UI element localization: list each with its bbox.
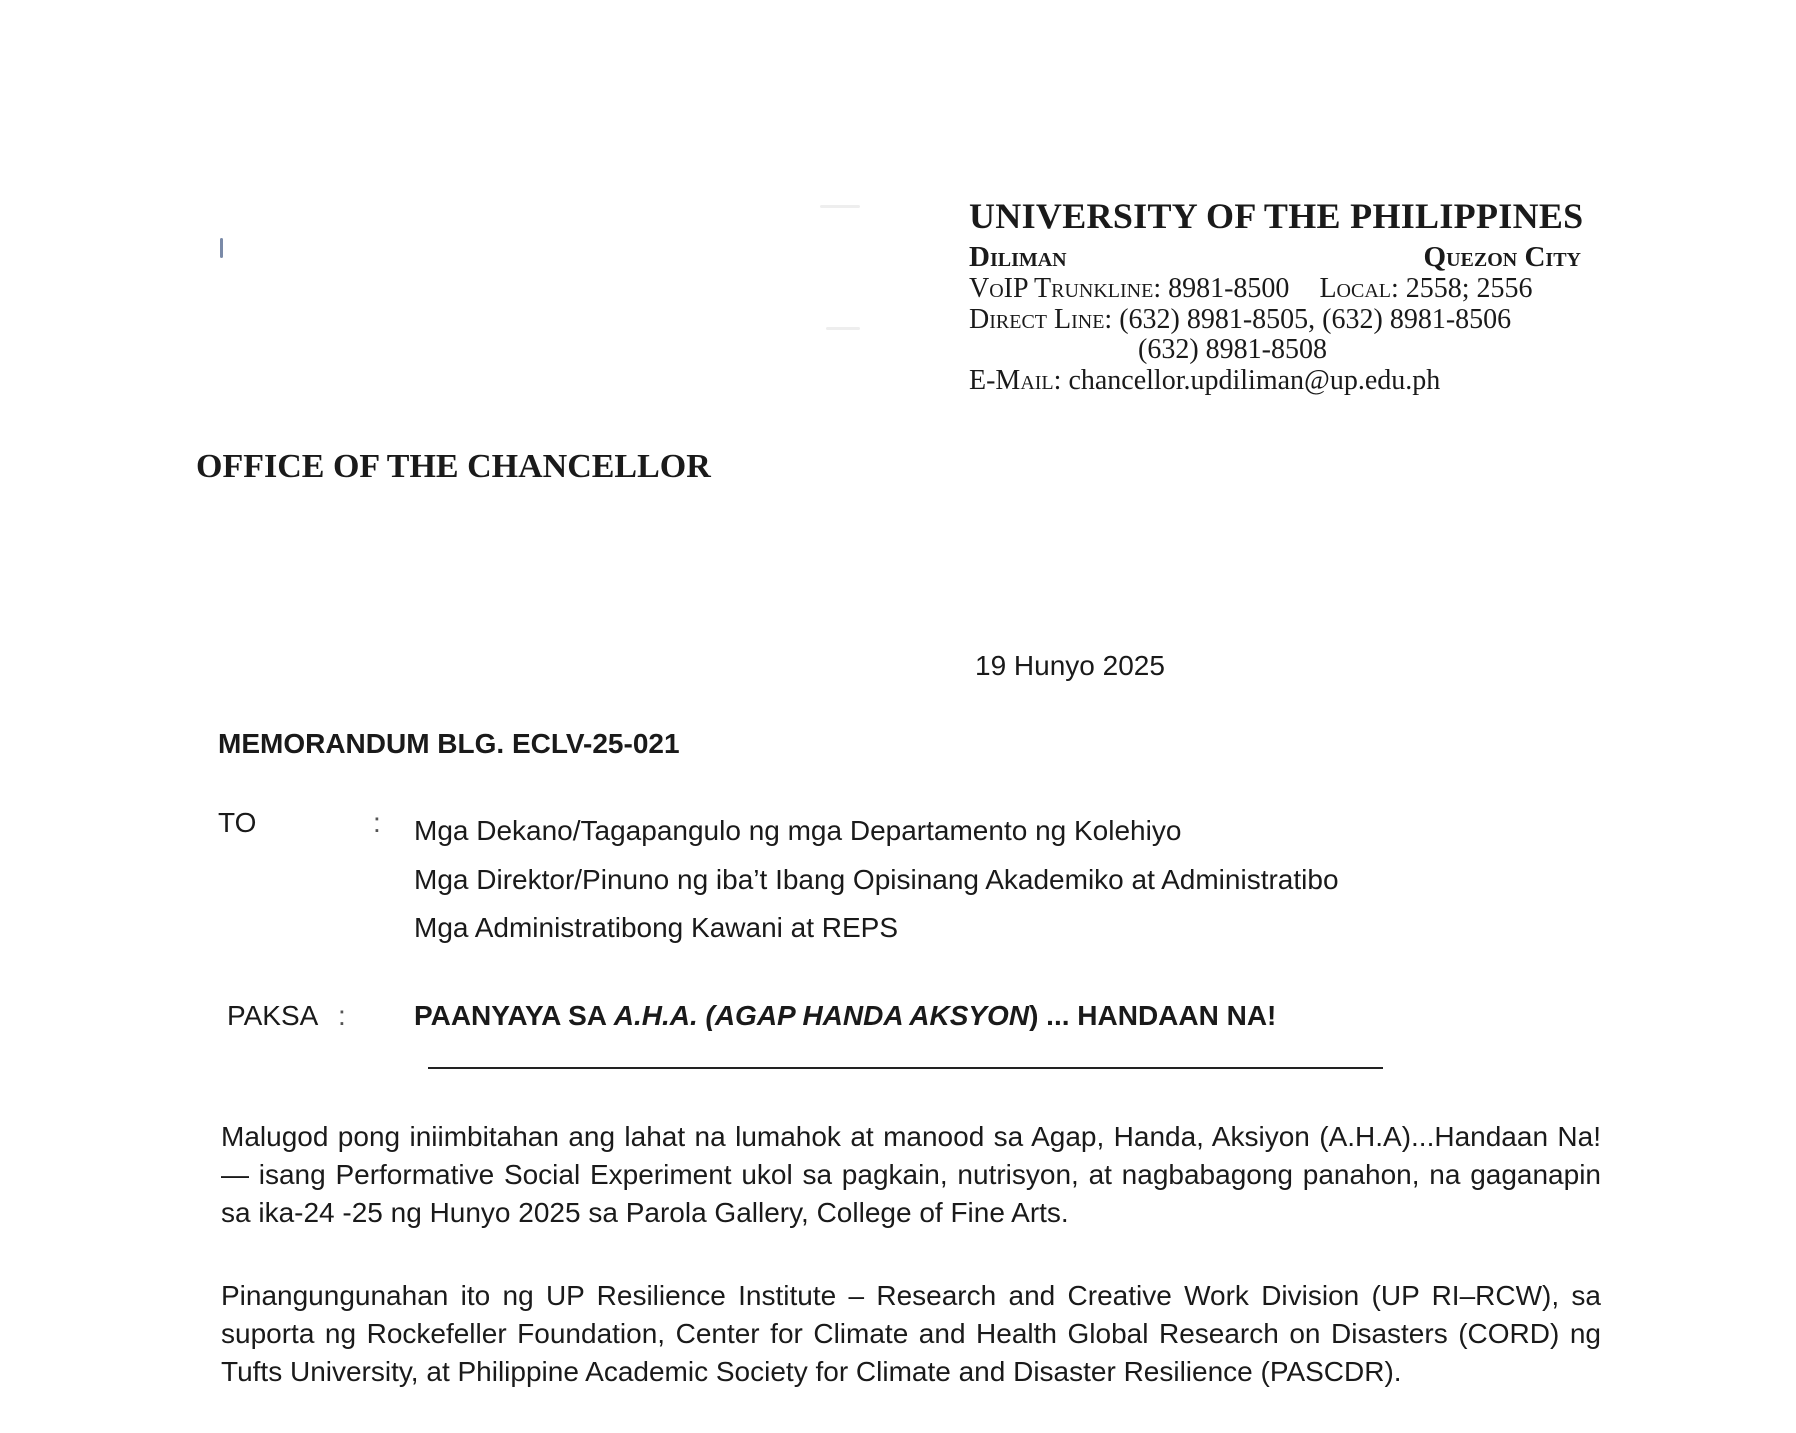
recipient-item: Mga Direktor/Pinuno ng iba’t Ibang Opisinang Akademiko at Administratibo: [414, 863, 1339, 895]
subject-prefix: PAANYAYA SA: [414, 1000, 614, 1031]
voip-label: VoIP Trunkline:: [969, 273, 1162, 304]
voip-line: [969, 274, 1581, 305]
email-label: E-Mail:: [969, 364, 1062, 396]
body-paragraph: Pinangungunahan ito ng UP Resilience Institute – Research and Creative Work Division (UP RI–RCW), sa suporta ng Rockefeller Foundation, Center for Climate and Health Global Research on Disasters (CORD) ng Tufts University, at Philippine Academic Society for Climate and Disaster Resilience (PASCDR).: [221, 1280, 1601, 1387]
to-colon: :: [373, 807, 381, 838]
email-line: [969, 366, 1581, 397]
subject-text: [414, 1000, 1276, 1032]
recipient-item: Mga Dekano/Tagapangulo ng mga Departamento ng Kolehiyo: [414, 815, 1182, 846]
scan-mark: [820, 205, 860, 208]
city-name: Quezon City: [1423, 241, 1581, 273]
direct-line: [969, 305, 1581, 336]
to-label: TO: [218, 807, 257, 838]
subject-underline: [428, 1067, 1383, 1069]
memo-date: 19 Hunyo 2025: [975, 650, 1165, 681]
recipient-list: [414, 807, 1339, 953]
campus-name: Diliman: [969, 241, 1067, 273]
campus-row: [969, 240, 1581, 274]
subject-colon: :: [338, 1000, 346, 1031]
subject-suffix: ) ... HANDAAN NA!: [1029, 1000, 1277, 1031]
subject-italic: A.H.A. (AGAP HANDA AKSYON: [613, 1000, 1030, 1031]
office-title: OFFICE OF THE CHANCELLOR: [196, 448, 711, 485]
body-paragraph: Malugod pong iniimbitahan ang lahat na lumahok at manood sa Agap, Handa, Aksiyon (A.H.A)...Handaan Na! — isang Performative Social Experiment ukol sa pagkain, nutrisyon, at nagbabagong panahon, na gaganapin sa ika-24 -25 ng Hunyo 2025 sa Parola Gallery, College of Fine Arts.: [221, 1121, 1601, 1228]
scan-mark: [220, 238, 223, 258]
voip-number: 8981-8500: [1168, 273, 1290, 304]
direct-line-2: [969, 335, 1581, 366]
email-address: chancellor.updiliman@up.edu.ph: [1068, 364, 1441, 396]
direct-numbers: (632) 8981-8505, (632) 8981-8506: [1119, 303, 1512, 335]
recipient-item: Mga Administratibong Kawani at REPS: [414, 912, 899, 943]
direct-label: Direct Line:: [969, 303, 1113, 335]
local-numbers: 2558; 2556: [1405, 273, 1533, 304]
university-name: UNIVERSITY OF THE PHILIPPINES: [969, 196, 1584, 236]
scan-mark: [826, 327, 860, 330]
letterhead: [969, 194, 1584, 396]
local-label: Local:: [1319, 273, 1399, 304]
memo-number: MEMORANDUM BLG. ECLV-25-021: [218, 728, 680, 759]
direct-numbers-2: (632) 8981-8508: [1138, 334, 1327, 365]
subject-label: PAKSA: [227, 1000, 319, 1031]
